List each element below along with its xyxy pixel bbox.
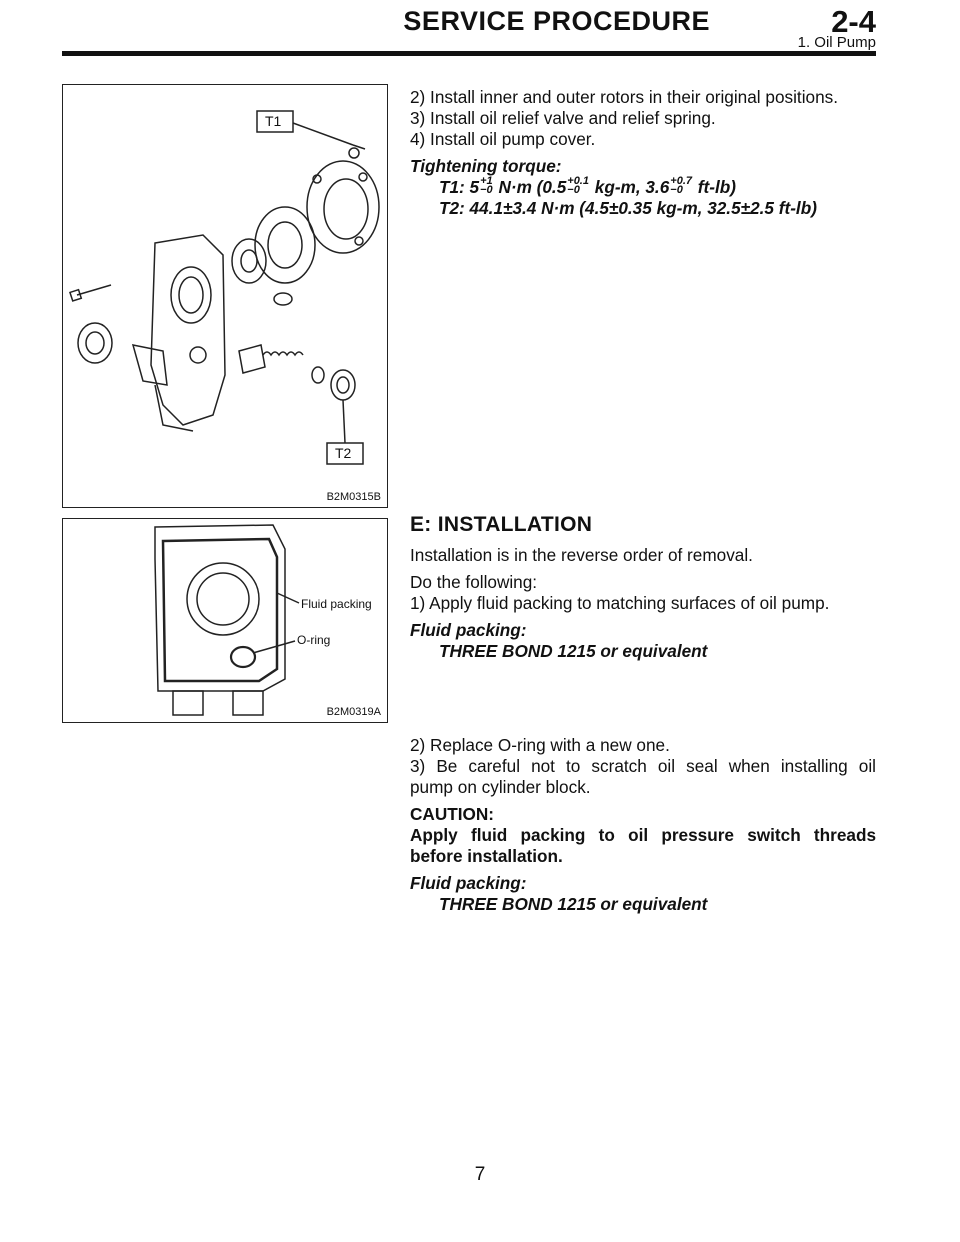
caution-label: CAUTION: bbox=[410, 804, 495, 824]
install-steps-top bbox=[410, 87, 876, 219]
caution-text: Apply fluid packing to oil pressure switch threads bbox=[410, 825, 876, 845]
fluid-packing-heading: Fluid packing: bbox=[410, 873, 527, 893]
installation-intro bbox=[410, 545, 876, 662]
fluid-packing-figure bbox=[62, 518, 388, 723]
step-text: 4) Install oil pump cover. bbox=[410, 129, 596, 149]
fluid-packing-illustration bbox=[63, 519, 389, 724]
step-text: 2) Install inner and outer rotors in their original positions. bbox=[410, 87, 839, 107]
torque-heading: Tightening torque: bbox=[410, 156, 562, 176]
step-text: 3) Be careful not to scratch oil seal when installing oil bbox=[410, 756, 876, 776]
caution-text: before installation. bbox=[410, 846, 563, 866]
step-text: pump on cylinder block. bbox=[410, 777, 591, 797]
figure-code: B2M0315B bbox=[326, 491, 381, 503]
intro-text: Installation is in the reverse order of removal. bbox=[410, 545, 753, 565]
figure-code: B2M0319A bbox=[326, 706, 381, 718]
do-following-text: Do the following: bbox=[410, 572, 538, 592]
callout-t1: T1 bbox=[265, 113, 282, 129]
section-subtitle: 1. Oil Pump bbox=[797, 34, 876, 51]
header-rule bbox=[62, 51, 876, 56]
installation-steps bbox=[410, 735, 876, 915]
oring-label: O-ring bbox=[297, 633, 331, 647]
section-number: 2-4 bbox=[831, 4, 876, 39]
fluid-packing-label: Fluid packing bbox=[301, 597, 372, 611]
torque-t2: T2: 44.1±3.4 N·m (4.5±0.35 kg-m, 32.5±2.5 ft-lb) bbox=[439, 198, 817, 218]
step-text: 2) Replace O-ring with a new one. bbox=[410, 735, 670, 755]
fluid-packing-value: THREE BOND 1215 or equivalent bbox=[439, 894, 708, 914]
section-title: SERVICE PROCEDURE bbox=[403, 6, 710, 36]
oil-pump-exploded-figure bbox=[62, 84, 388, 508]
step-text: 1) Apply fluid packing to matching surfaces of oil pump. bbox=[410, 593, 830, 613]
step-text: 3) Install oil relief valve and relief spring. bbox=[410, 108, 716, 128]
installation-heading: E: INSTALLATION bbox=[410, 513, 593, 536]
page-number: 7 bbox=[474, 1164, 486, 1185]
fluid-packing-heading: Fluid packing: bbox=[410, 620, 527, 640]
fluid-packing-value: THREE BOND 1215 or equivalent bbox=[439, 641, 708, 661]
torque-t1: T1: 5 +1 −0 N·m (0.5 +0.1 −0 kg-m, 3.6 +0.7 −0 ft-lb) bbox=[439, 175, 736, 197]
callout-t2: T2 bbox=[335, 445, 352, 461]
